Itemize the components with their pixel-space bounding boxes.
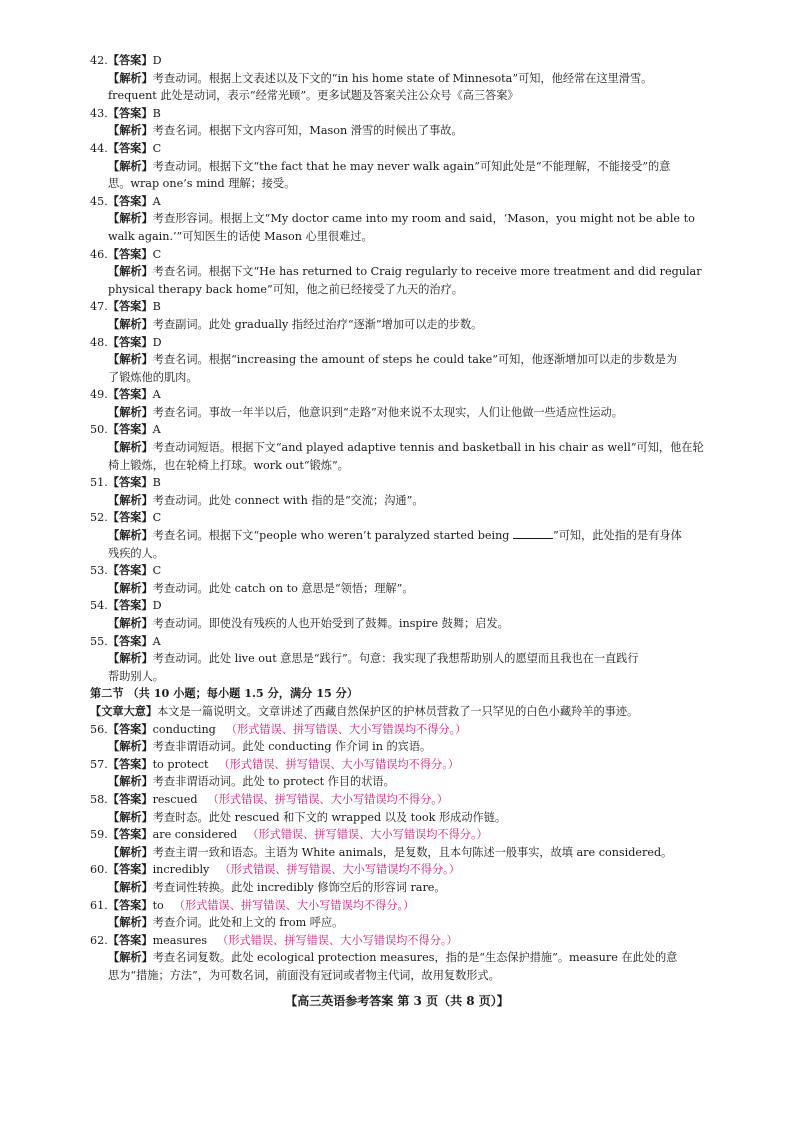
analysis-line: 【解析】考查动词。此处 live out 意思是“践行”。句意：我实现了我想帮助别人的愿望而且我也在一直践行 [108, 651, 639, 666]
answer-item [90, 791, 724, 826]
answer-item [90, 193, 724, 246]
answer-line: 43.【答案】B [90, 105, 161, 120]
answer-item [90, 421, 724, 474]
scoring-note: （形式错误、拼写错误、大小写错误均不得分。） [217, 933, 458, 947]
answer-value: B [152, 106, 161, 120]
scoring-note: （形式错误、拼写错误、大小写错误均不得分。） [207, 792, 449, 806]
answer-item [90, 246, 724, 299]
answer-line: 61.【答案】to （形式错误、拼写错误、大小写错误均不得分。） [90, 897, 415, 912]
answer-item [90, 298, 724, 333]
answer-item [90, 334, 724, 387]
page-footer: 【高三英语参考答案 第 3 页（共 8 页）】 [285, 994, 509, 1008]
analysis-line: 【解析】考查动词短语。根据下文“and played adaptive tennis and basketball in his chair as well”可知，他在轮 [108, 440, 704, 455]
answer-list-53-55 [90, 562, 724, 685]
answer-item [90, 386, 724, 421]
analysis-line: walk again.’”可知医生的话使 Mason 心里很难过。 [108, 229, 373, 243]
answer-item [90, 140, 724, 193]
answer-value: C [152, 564, 162, 578]
answer-line: 54.【答案】D [90, 598, 162, 613]
answer-value: C [152, 247, 162, 261]
answer-value: conducting [152, 722, 216, 736]
analysis-line: 【解析】考查词性转换。此处 incredibly 修饰空后的形容词 rare。 [108, 879, 446, 894]
answer-item [90, 52, 724, 105]
answer-line: 56.【答案】conducting （形式错误、拼写错误、大小写错误均不得分。） [90, 721, 467, 736]
article-summary: 【文章大意】本文是一篇说明文。文章讲述了西藏自然保护区的护林员营救了一只罕见的白色小藏羚羊的事迹。 [90, 703, 639, 718]
answer-value: D [152, 335, 162, 349]
answer-value: D [152, 54, 162, 67]
analysis-line: 【解析】考查非谓语动词。此处 to protect 作目的状语。 [108, 774, 395, 789]
answer-list-56-62 [90, 721, 724, 985]
scoring-note: （形式错误、拼写错误、大小写错误均不得分。） [218, 757, 460, 771]
answer-item [90, 756, 724, 791]
answer-line: 48.【答案】D [90, 334, 162, 349]
analysis-line: 【解析】考查名词。根据下文“He has returned to Craig regularly to receive more treatment and did regular [108, 264, 702, 279]
answer-value: B [152, 476, 161, 490]
analysis-line: 【解析】考查名词。事故一年半以后，他意识到“走路”对他来说不太现实，人们让他做一些适应性运动。 [108, 404, 623, 419]
scoring-note: （形式错误、拼写错误、大小写错误均不得分。） [173, 898, 415, 912]
fill-blank [513, 527, 553, 539]
analysis-line: 思。wrap one’s mind 理解；接受。 [108, 177, 296, 191]
analysis-line: frequent 此处是动词，表示“经常光顾”。更多试题及答案关注公众号《高三答案》 [108, 89, 519, 103]
answer-item [90, 897, 724, 932]
answer-item [90, 721, 724, 756]
analysis-line: 【解析】考查动词。即使没有残疾的人也开始受到了鼓舞。inspire 鼓舞；启发。 [108, 616, 509, 630]
analysis-line: 【解析】考查动词。根据下文“the fact that he may never walk again”可知此处是“不能理解，不能接受”的意 [108, 158, 671, 173]
answer-list-42-51 [90, 52, 724, 509]
answer-item [90, 861, 724, 896]
answer-value: A [152, 423, 161, 437]
answer-line: 49.【答案】A [90, 387, 161, 402]
answer-value: C [152, 141, 162, 155]
answer-item-52: 52.【答案】C 【解析】考查名词。根据下文“people who weren’t paralyzed started being ”可知，此处指的是有身体 残疾的人。 [90, 510, 682, 560]
answer-item [90, 633, 724, 686]
analysis-line: 【解析】考查副词。此处 gradually 指经过治疗“逐渐”增加可以走的步数。 [108, 316, 483, 331]
answer-value: incredibly [152, 863, 210, 877]
answer-line: 51.【答案】B [90, 475, 161, 490]
answer-value: A [152, 194, 161, 208]
answer-value: to protect [152, 757, 209, 771]
answer-line: 55.【答案】A [90, 633, 161, 648]
analysis-line: 思为“措施；方法”，为可数名词，前面没有冠词或者物主代词，故用复数形式。 [108, 968, 500, 982]
analysis-line: 【解析】考查名词。根据“increasing the amount of steps he could take”可知，他逐渐增加可以走的步数是为 [108, 352, 678, 367]
answer-line: 60.【答案】incredibly （形式错误、拼写错误、大小写错误均不得分。） [90, 862, 460, 877]
analysis-line: 【解析】考查名词复数。此处 ecological protection measures，指的是“生态保护措施”。measure 在此处的意 [108, 950, 678, 965]
answer-line: 47.【答案】B [90, 299, 161, 314]
answer-value: to [152, 898, 164, 912]
analysis-line: 【解析】考查动词。根据上文表述以及下文的“in his home state of Minnesota”可知，他经常在这里滑雪。 [108, 70, 653, 85]
analysis-line: 【解析】考查动词。此处 catch on to 意思是“领悟；理解”。 [108, 580, 414, 595]
answer-value: are considered [152, 828, 238, 842]
answer-value: measures [152, 933, 208, 947]
answer-line: 53.【答案】C [90, 563, 162, 578]
analysis-line: 【解析】考查形容词。根据上文“My doctor came into my room and said，‘Mason，you might not be able to [108, 211, 695, 226]
answer-line: 45.【答案】A [90, 193, 161, 208]
answer-value: A [152, 388, 161, 402]
answer-item [90, 597, 724, 632]
answer-line: 44.【答案】C [90, 140, 162, 155]
answer-value: D [152, 599, 162, 613]
answer-line: 58.【答案】rescued （形式错误、拼写错误、大小写错误均不得分。） [90, 791, 449, 806]
analysis-line: 了锻炼他的肌肉。 [108, 370, 198, 384]
answer-item [90, 562, 724, 597]
analysis-line: 【解析】考查时态。此处 rescued 和下文的 wrapped 以及 took 形成动作链。 [108, 809, 507, 824]
answer-item [90, 932, 724, 985]
analysis-line: 【解析】考查动词。此处 connect with 指的是“交流；沟通”。 [108, 492, 424, 507]
answer-item [90, 474, 724, 509]
answer-line: 50.【答案】A [90, 422, 161, 437]
answer-item [90, 105, 724, 140]
section-heading: 第二节 （共 10 小题；每小题 1.5 分，满分 15 分） [90, 686, 359, 701]
scoring-note: （形式错误、拼写错误、大小写错误均不得分。） [225, 722, 467, 736]
analysis-line: 【解析】考查非谓语动词。此处 conducting 作介词 in 的宾语。 [108, 739, 432, 754]
analysis-line: 帮助别人。 [108, 669, 164, 683]
analysis-line: physical therapy back home”可知，他之前已经接受了九天的治疗。 [108, 282, 463, 296]
analysis-line: 【解析】考查名词。根据下文内容可知，Mason 滑雪的时候出了事故。 [108, 123, 463, 138]
answer-value: rescued [152, 792, 198, 806]
analysis-line: 椅上锻炼，也在轮椅上打球。work out“锻炼”。 [108, 458, 349, 472]
analysis-line: 【解析】考查介词。此处和上文的 from 呼应。 [108, 915, 344, 930]
answer-value: A [152, 634, 161, 648]
answer-line: 62.【答案】measures （形式错误、拼写错误、大小写错误均不得分。） [90, 932, 458, 947]
answer-line: 59.【答案】are considered （形式错误、拼写错误、大小写错误均不得分。） [90, 827, 488, 842]
answer-line: 57.【答案】to protect （形式错误、拼写错误、大小写错误均不得分。） [90, 756, 460, 771]
answer-value: B [152, 300, 161, 314]
answer-line: 46.【答案】C [90, 246, 162, 261]
scoring-note: （形式错误、拼写错误、大小写错误均不得分。） [219, 863, 460, 877]
analysis-line: 【解析】考查主谓一致和语态。主语为 White animals，是复数，且本句陈述一般事实，故填 are considered。 [108, 844, 673, 859]
scoring-note: （形式错误、拼写错误、大小写错误均不得分。） [247, 828, 488, 842]
answer-item [90, 826, 724, 861]
answer-line: 42.【答案】D [90, 53, 162, 67]
